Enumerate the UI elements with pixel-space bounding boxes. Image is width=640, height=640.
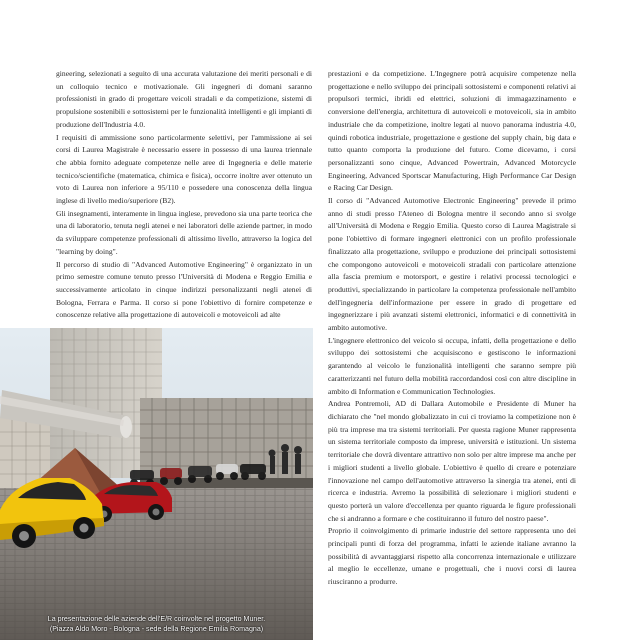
right-text-column xyxy=(328,68,576,589)
paragraph: Gli insegnamenti, interamente in lingua inglese, prevedono sia una parte teorica che una di laboratorio, tenuta negli atenei e nei laboratori delle aziende partner, in modo da sviluppare competenze professionali di altissimo livello, attraverso la logica del "learning by doing". xyxy=(56,208,312,256)
paragraph: prestazioni e da competizione. L'Ingegnere potrà acquisire competenze nella progettazione e nello sviluppo dei principali sottosistemi e componenti relativi ai propulsori termici, ibridi ed elettrici, soluzioni di immagazzinamento e conversione dell'energia, architettura di autoveicoli e motoveicoli, sia in ambito industriale che da competizione, inoltre legati al nuovo panorama industria 4.0, quindi robotica industriale, progettazione e gestione del supply chain, big data e tutto quanto comporta la produzione del futuro. Come dicevamo, i corsi personalizzanti sono cinque, Advanced Powertrain, Advanced Motorcycle Engineering, Advanced Sportscar Manufacturing, High Performance Car Design e Racing Car Design. xyxy=(328,69,576,193)
caption-line-2: (Piazza Aldo Moro - Bologna - sede della Regione Emilia Romagna) xyxy=(49,624,264,633)
photo-caption xyxy=(0,615,313,634)
paragraph: gineering, selezionati a seguito di una accurata valutazione dei meriti personali e di un colloquio tecnico e motivazionale. Gli ingegneri di domani saranno professionisti in grado di progettare veicoli stradali e da competizione, sistemi di propulsione sostenibili e sottosistemi per le funzionalità intelligenti e gli impianti di produzione dell'Industria 4.0. xyxy=(56,69,312,129)
paragraph: Proprio il coinvolgimento di primarie industrie del settore rappresenta uno dei principali punti di forza del programma, infatti le aziende italiane avranno la possibilità di avvantaggiarsi rispetto alla concorrenza internazionale e utilizzare al meglio le eccellenze, umane e progettuali, che i nuovi corsi di laurea riusciranno a produrre. xyxy=(328,526,576,587)
left-text-column xyxy=(56,68,312,322)
paragraph: Andrea Pontremoli, AD di Dallara Automobile e Presidente di Muner ha dichiarato che "nel mondo globalizzato in cui ci troviamo la competizione non è più tra imprese ma tra sistemi territoriali. Per questa ragione Muner rappresenta un sistema territoriale composto da imprese, università e istituzioni. Un sistema territoriale che dovrà diventare attrattivo non solo per altre imprese ma anche per i migliori studenti a livello globale. L'obiettivo è quello di creare e potenziare l'innovazione nel campo dell'automotive attraverso la sinergia tra atenei, enti di ricerca e industria. Avremo la possibilità di selezionare i migliori studenti e questo porterà un valore d'eccellenza per quanto riguarda le figure professionali che si andranno a formare e che costituiranno il futuro del nostro paese". xyxy=(328,399,576,523)
paragraph: I requisiti di ammissione sono particolarmente selettivi, per l'ammissione ai sei corsi di Laurea Magistrale è necessario essere in possesso di una laurea triennale che abbia fornito adeguate competenze nelle aree di Ingegneria e delle materie tecnico/scientifiche (matematica, chimica e fisica), occorre inoltre aver ottenuto un voto di Laurea non inferiore a 95/110 e possedere una conoscenza della lingua inglese di livello medio/superiore (B2). xyxy=(56,132,312,206)
plaza-with-cars-illustration xyxy=(0,328,313,640)
paragraph: L'ingegnere elettronico del veicolo si occupa, infatti, della progettazione e dello sviluppo dei sottosistemi che acquisiscono e gestiscono le informazioni garantendo al veicolo le funzionalità intelligenti che saranno sempre più caratterizzanti nel futuro della mobilità raccordandosi così con altre discipline in ambito di Information e Communication Technologies. xyxy=(328,335,576,396)
caption-line-1: La presentazione delle aziende dell'E/R coinvolte nel progetto Muner. xyxy=(47,615,266,623)
event-photo xyxy=(0,328,313,640)
paragraph: Il corso di "Advanced Automotive Electronic Engineering" prevede il primo anno di studi presso l'Ateneo di Bologna mentre il secondo anno si svolge all'Università di Modena e Reggio Emilia. Questo corso di Laurea Magistrale si pone l'obiettivo di formare ingegneri elettronici con un profilo professionale finalizzato alla progettazione, sviluppo e produzione dei principali sottosistemi che compongono autoveicoli e motoveicoli stradali con particolare attenzione alla fascia premium e motorsport, e gestire i relativi processi tecnologici e produttivi, specializzando in particolare la competenza professionale nell'ambito dell'ingegneria dell'informazione per essere in grado di progettare ed ingegnerizzare i più avanzati sistemi elettronici, informatici e di connettività in ambito automotive. xyxy=(328,196,576,333)
paragraph: Il percorso di studio di "Advanced Automotive Engineering" è organizzato in un primo semestre comune tenuto presso l'Università di Modena e Reggio Emilia e successivamente articolato in cinque indirizzi personalizzanti negli atenei di Bologna, Ferrara e Parma. Il corso si pone l'obiettivo di fornire competenze e conoscenze relative alla progettazione di autoveicoli e motoveicoli ad alte xyxy=(56,259,312,320)
